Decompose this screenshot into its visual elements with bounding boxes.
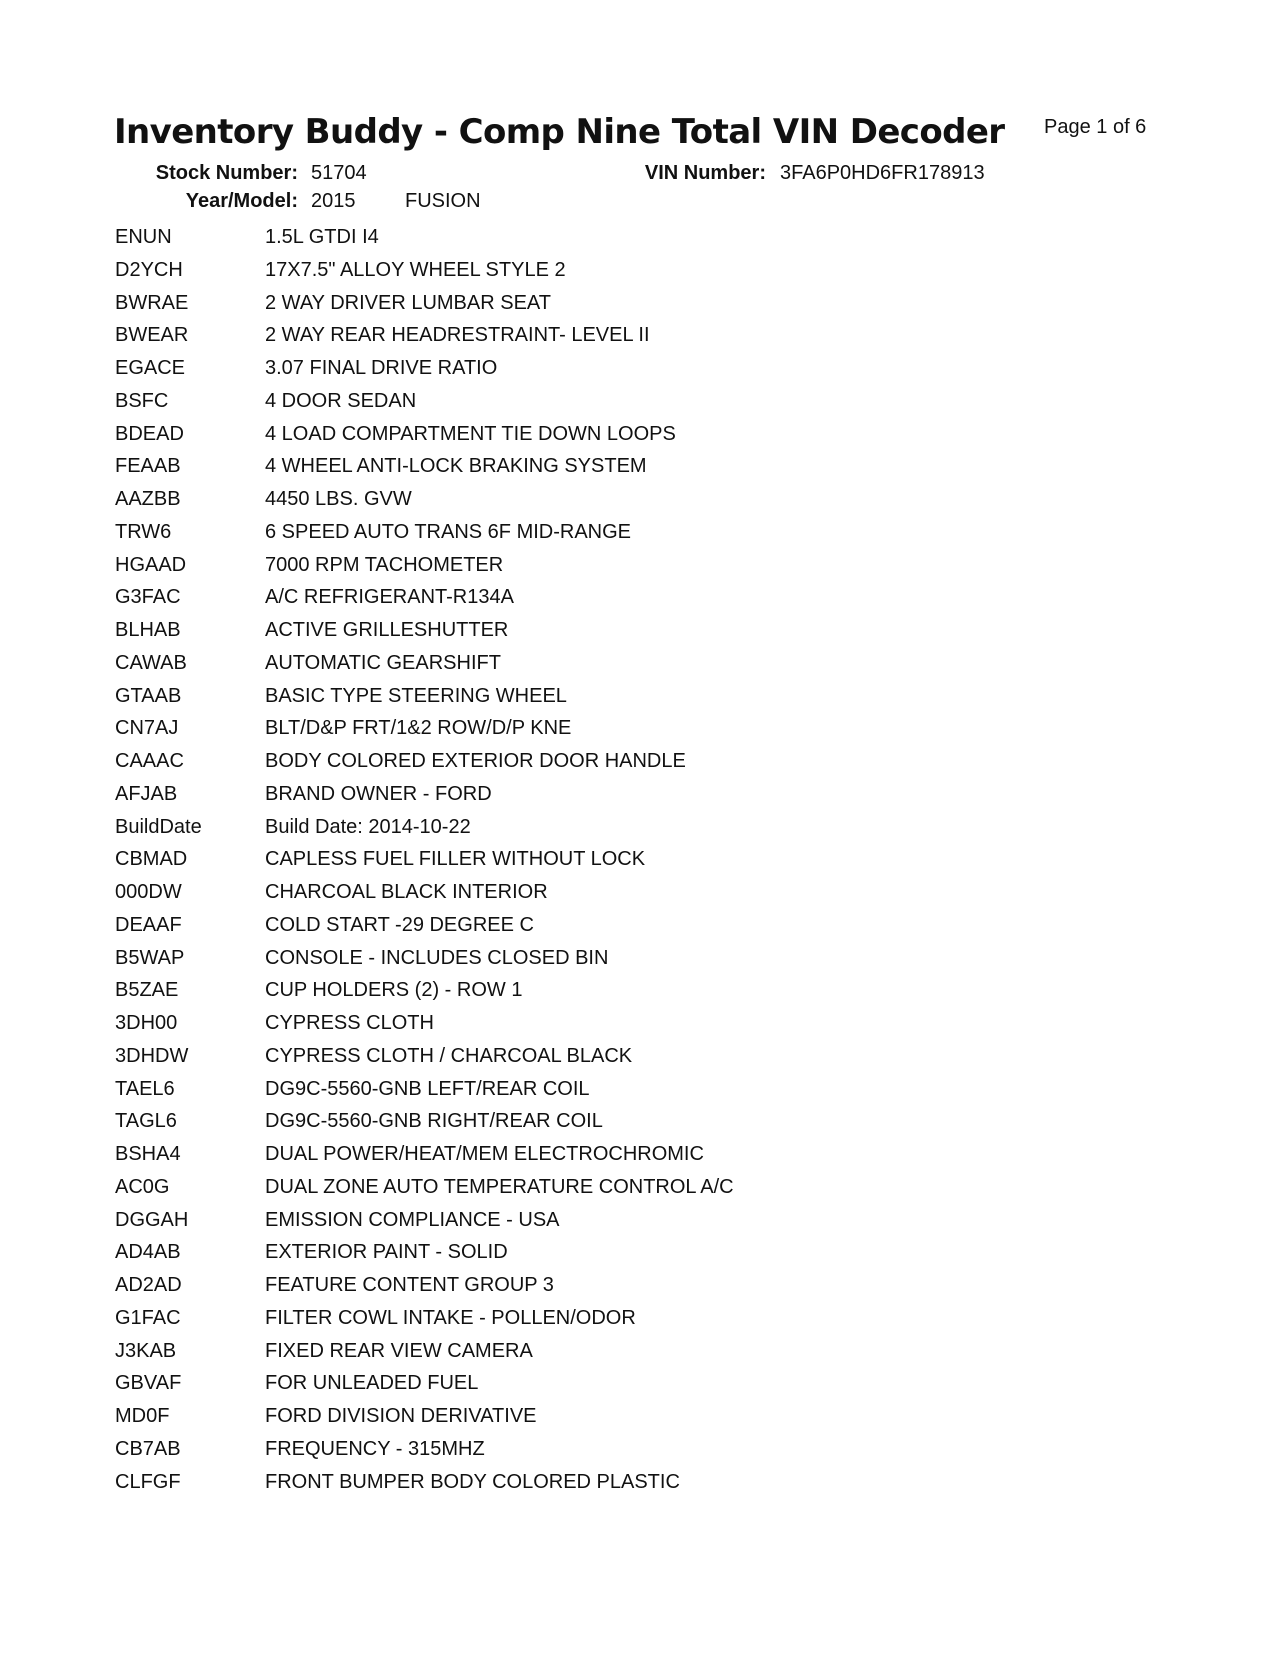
option-description: AUTOMATIC GEARSHIFT xyxy=(265,651,501,674)
year-value: 2015 xyxy=(311,190,356,212)
option-code: B5ZAE xyxy=(115,979,179,1002)
option-code: BWRAE xyxy=(115,291,189,314)
option-description: DG9C-5560-GNB RIGHT/REAR COIL xyxy=(265,1110,603,1133)
option-code: CAWAB xyxy=(115,651,187,674)
option-row xyxy=(115,652,734,685)
option-row xyxy=(115,979,734,1012)
option-description: FRONT BUMPER BODY COLORED PLASTIC xyxy=(265,1470,680,1493)
option-description: DUAL ZONE AUTO TEMPERATURE CONTROL A/C xyxy=(265,1175,734,1198)
page-title: Inventory Buddy - Comp Nine Total VIN Decoder xyxy=(114,112,1005,152)
option-description: ACTIVE GRILLESHUTTER xyxy=(265,619,509,641)
option-row xyxy=(115,292,734,325)
option-row xyxy=(115,554,734,587)
option-description: 2 WAY REAR HEADRESTRAINT- LEVEL II xyxy=(265,324,650,347)
option-description: BASIC TYPE STEERING WHEEL xyxy=(265,684,567,707)
option-description: BRAND OWNER - FORD xyxy=(265,782,492,805)
option-description: 1.5L GTDI I4 xyxy=(265,226,379,248)
option-row xyxy=(115,586,734,619)
option-code: AFJAB xyxy=(115,782,178,805)
option-code: CB7AB xyxy=(115,1437,181,1460)
option-row xyxy=(115,750,734,783)
option-description: 7000 RPM TACHOMETER xyxy=(265,553,504,576)
option-code: CLFGF xyxy=(115,1470,181,1493)
option-description: A/C REFRIGERANT-R134A xyxy=(265,586,514,609)
option-code: FEAAB xyxy=(115,455,181,478)
option-description: EMISSION COMPLIANCE - USA xyxy=(265,1208,560,1231)
option-description: FILTER COWL INTAKE - POLLEN/ODOR xyxy=(265,1306,636,1329)
option-code: AAZBB xyxy=(115,488,181,510)
option-row xyxy=(115,259,734,292)
option-row xyxy=(115,619,734,652)
option-description: 6 SPEED AUTO TRANS 6F MID-RANGE xyxy=(265,520,632,543)
option-description: CAPLESS FUEL FILLER WITHOUT LOCK xyxy=(265,848,646,871)
option-row xyxy=(115,1307,734,1340)
option-description: 2 WAY DRIVER LUMBAR SEAT xyxy=(265,291,551,314)
option-code: CAAAC xyxy=(115,750,184,772)
option-row xyxy=(115,816,734,849)
option-row xyxy=(115,1078,734,1111)
option-row xyxy=(115,1012,734,1045)
option-code: D2YCH xyxy=(115,258,183,281)
option-description: 3.07 FINAL DRIVE RATIO xyxy=(265,357,498,379)
option-row xyxy=(115,914,734,947)
option-row xyxy=(115,1209,734,1242)
option-row xyxy=(115,1143,734,1176)
option-row xyxy=(115,1110,734,1143)
option-code: BDEAD xyxy=(115,422,184,445)
option-code: BLHAB xyxy=(115,619,181,641)
option-description: FIXED REAR VIEW CAMERA xyxy=(265,1339,533,1362)
option-row xyxy=(115,1405,734,1438)
option-description: 4450 LBS. GVW xyxy=(265,488,412,510)
option-description: CYPRESS CLOTH xyxy=(265,1012,434,1034)
option-description: DUAL POWER/HEAT/MEM ELECTROCHROMIC xyxy=(265,1143,704,1165)
option-row xyxy=(115,717,734,750)
option-description: FORD DIVISION DERIVATIVE xyxy=(265,1405,537,1427)
option-row xyxy=(115,455,734,488)
option-description: 4 WHEEL ANTI-LOCK BRAKING SYSTEM xyxy=(265,455,647,478)
option-row xyxy=(115,1274,734,1307)
option-row xyxy=(115,848,734,881)
option-description: Build Date: 2014-10-22 xyxy=(265,815,471,838)
stock-number-label: Stock Number: xyxy=(155,162,298,184)
option-code: 000DW xyxy=(115,881,182,903)
option-row xyxy=(115,521,734,554)
option-code: TAEL6 xyxy=(115,1077,175,1100)
option-code: CBMAD xyxy=(115,848,188,871)
option-code: AC0G xyxy=(115,1175,170,1198)
option-row xyxy=(115,324,734,357)
option-description: CHARCOAL BLACK INTERIOR xyxy=(265,881,548,903)
option-description: 4 DOOR SEDAN xyxy=(265,389,417,412)
option-code: GTAAB xyxy=(115,684,182,707)
option-row xyxy=(115,881,734,914)
option-row xyxy=(115,1340,734,1373)
option-description: CYPRESS CLOTH / CHARCOAL BLACK xyxy=(265,1044,633,1067)
option-row xyxy=(115,1045,734,1078)
option-code-list xyxy=(115,226,734,1503)
option-code: EGACE xyxy=(115,357,186,379)
option-row xyxy=(115,226,734,259)
option-row xyxy=(115,357,734,390)
year-model-label: Year/Model: xyxy=(185,190,298,212)
option-code: 3DHDW xyxy=(115,1044,189,1067)
stock-number-value: 51704 xyxy=(311,162,367,184)
option-code: B5WAP xyxy=(115,946,185,969)
option-code: G3FAC xyxy=(115,586,181,609)
option-code: DEAAF xyxy=(115,913,182,936)
option-description: CUP HOLDERS (2) - ROW 1 xyxy=(265,979,523,1002)
option-code: BuildDate xyxy=(115,815,202,838)
option-code: 3DH00 xyxy=(115,1012,178,1034)
page-indicator: Page 1 of 6 xyxy=(1044,116,1147,138)
option-row xyxy=(115,947,734,980)
option-description: 4 LOAD COMPARTMENT TIE DOWN LOOPS xyxy=(265,422,676,445)
option-description: FEATURE CONTENT GROUP 3 xyxy=(265,1274,554,1296)
option-row xyxy=(115,783,734,816)
option-code: AD4AB xyxy=(115,1241,181,1264)
option-row xyxy=(115,1372,734,1405)
option-description: COLD START -29 DEGREE C xyxy=(265,913,534,936)
option-code: HGAAD xyxy=(115,553,187,576)
option-row xyxy=(115,488,734,521)
option-row xyxy=(115,1471,734,1504)
vin-number-value: 3FA6P0HD6FR178913 xyxy=(780,162,985,184)
option-row xyxy=(115,1438,734,1471)
vin-number-label: VIN Number: xyxy=(644,162,766,184)
option-code: TAGL6 xyxy=(115,1110,177,1133)
option-code: CN7AJ xyxy=(115,717,179,740)
option-code: BSFC xyxy=(115,389,169,412)
option-code: AD2AD xyxy=(115,1274,182,1296)
option-description: FOR UNLEADED FUEL xyxy=(265,1372,479,1395)
option-description: EXTERIOR PAINT - SOLID xyxy=(265,1241,508,1264)
option-description: 17X7.5" ALLOY WHEEL STYLE 2 xyxy=(265,258,566,281)
option-row xyxy=(115,1241,734,1274)
option-code: J3KAB xyxy=(115,1339,177,1362)
option-description: FREQUENCY - 315MHZ xyxy=(265,1437,485,1460)
option-row xyxy=(115,685,734,718)
option-code: DGGAH xyxy=(115,1208,189,1231)
option-description: CONSOLE - INCLUDES CLOSED BIN xyxy=(265,946,609,969)
option-code: BSHA4 xyxy=(115,1143,181,1165)
option-description: BODY COLORED EXTERIOR DOOR HANDLE xyxy=(265,750,686,772)
option-code: GBVAF xyxy=(115,1372,182,1395)
option-code: ENUN xyxy=(115,226,172,248)
option-description: BLT/D&P FRT/1&2 ROW/D/P KNE xyxy=(265,717,572,740)
option-code: TRW6 xyxy=(115,520,172,543)
option-row xyxy=(115,1176,734,1209)
option-row xyxy=(115,390,734,423)
option-description: DG9C-5560-GNB LEFT/REAR COIL xyxy=(265,1077,590,1100)
option-row xyxy=(115,423,734,456)
option-code: BWEAR xyxy=(115,324,189,347)
model-value: FUSION xyxy=(405,190,481,212)
option-code: MD0F xyxy=(115,1405,170,1427)
option-code: G1FAC xyxy=(115,1306,181,1329)
